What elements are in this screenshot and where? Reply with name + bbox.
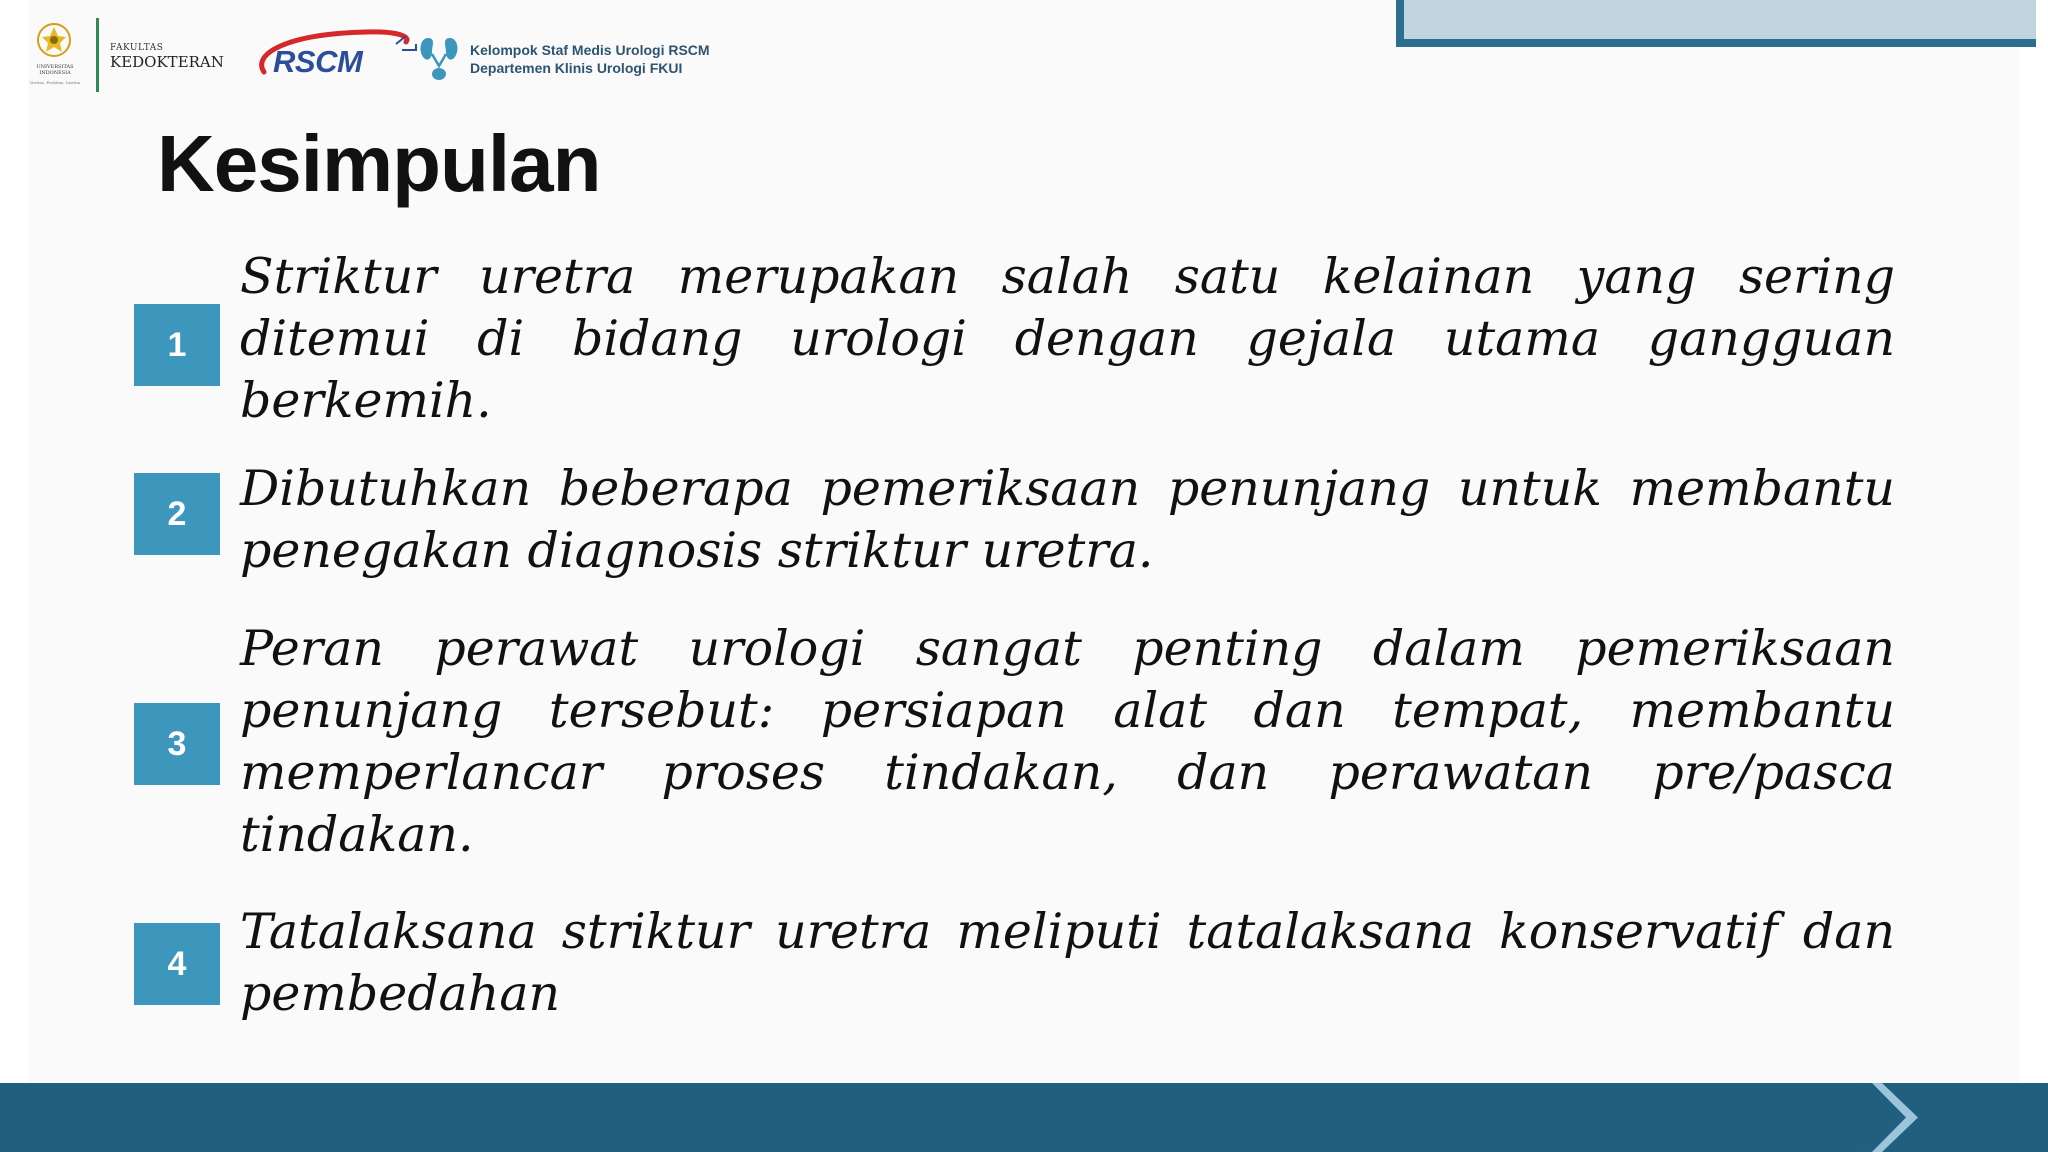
group-name-line1: Kelompok Staf Medis Urologi RSCM [470, 42, 710, 58]
item-text: Peran perawat urologi sangat penting dalam pemeriksaan penunjang tersebut: persiapan alat dan tempat, membantu memperlancar proses tindakan, dan perawatan pre/pasca tindakan. [240, 620, 1895, 863]
item-text: Striktur uretra merupakan salah satu kelainan yang sering ditemui di bidang urologi dengan gejala utama gangguan berkemih. [240, 248, 1895, 429]
left-margin-strip [0, 0, 28, 1085]
item-number-badge: 3 [134, 703, 220, 785]
chevron-right-icon [1860, 1083, 1920, 1152]
item-text: Dibutuhkan beberapa pemeriksaan penunjang untuk membantu penegakan diagnosis striktur uretra. [240, 460, 1895, 579]
faculty-label: FAKULTAS [110, 43, 164, 53]
right-margin-strip [2020, 0, 2048, 1085]
university-name: UNIVERSITAS INDONESIA [36, 64, 74, 76]
slide-title: Kesimpulan [157, 119, 601, 208]
header-accent-box [1396, 0, 2036, 47]
item-number-badge: 2 [134, 473, 220, 555]
makara-seal-icon [36, 22, 72, 58]
footer-band [0, 1083, 2048, 1152]
faculty-divider [96, 18, 99, 92]
item-number-badge: 1 [134, 304, 220, 386]
item-text: Tatalaksana striktur uretra meliputi tatalaksana konservatif dan pembedahan [240, 903, 1895, 1022]
kidney-icon [418, 34, 460, 84]
university-motto: Veritas, Probitas, Iustitia [29, 80, 81, 85]
group-name-line2: Departemen Klinis Urologi FKUI [470, 60, 683, 76]
faculty-name: KEDOKTERAN [110, 53, 224, 71]
university-logo [29, 20, 81, 92]
rscm-logo-text: RSCM [273, 44, 363, 79]
header-logos [28, 14, 788, 94]
item-number-badge: 4 [134, 923, 220, 1005]
